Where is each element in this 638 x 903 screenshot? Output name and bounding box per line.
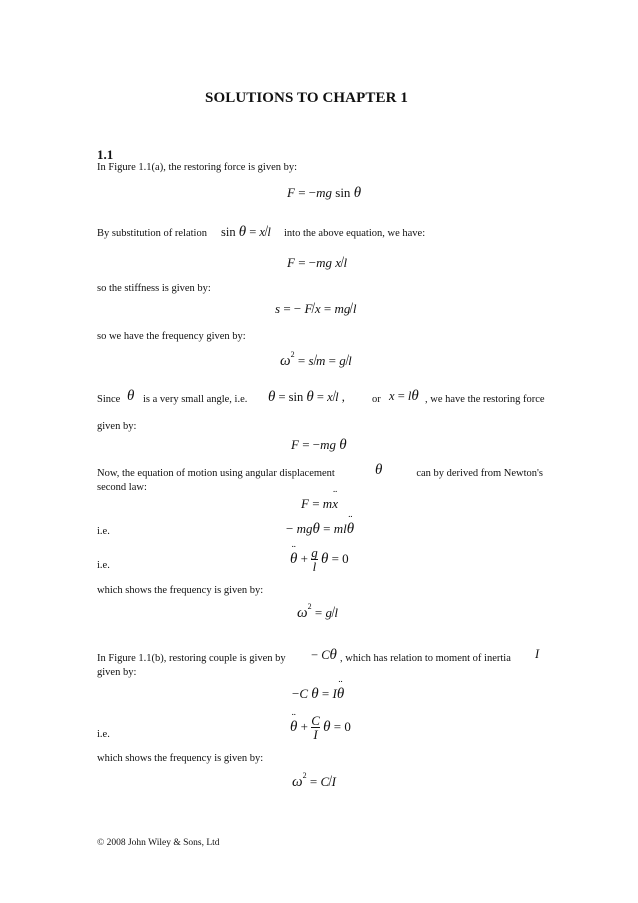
label-ie-2: i.e. bbox=[97, 560, 110, 571]
equation-force-theta: F = −mg θ bbox=[291, 437, 347, 453]
label-ie-1: i.e. bbox=[97, 526, 110, 537]
paragraph-frequency-result-a: which shows the frequency is given by: bbox=[97, 585, 264, 596]
inline-inertia: I bbox=[535, 647, 540, 661]
equation-couple-normalized: ¨ θ + $\frac{C}{I}$ θ = 0 bbox=[290, 715, 351, 741]
equation-restoring-force: F = −mg sin θ bbox=[287, 185, 362, 201]
equation-force-linear: F = −mg x/l bbox=[287, 254, 348, 271]
inline-couple: − Cθ bbox=[311, 647, 337, 663]
paragraph-frequency-result-b: which shows the frequency is given by: bbox=[97, 753, 264, 764]
equation-newton: F = m¨ x bbox=[301, 496, 338, 512]
equation-stiffness: s = − F/x = mg/l bbox=[275, 300, 357, 317]
paragraph-given-by: given by: bbox=[97, 421, 137, 432]
inline-theta-1: θ bbox=[127, 388, 135, 404]
paragraph-frequency: so we have the frequency given by: bbox=[97, 331, 246, 342]
paragraph-restoring-force: In Figure 1.1(a), the restoring force is given by: bbox=[97, 162, 298, 173]
page-title: SOLUTIONS TO CHAPTER 1 bbox=[205, 90, 408, 106]
equation-frequency-2: $\omega^2 = g/l$ bbox=[297, 602, 339, 621]
paragraph-or: or bbox=[372, 394, 381, 405]
paragraph-substitution: By substitution of relation bbox=[97, 228, 207, 239]
paragraph-small-angle-end: , we have the restoring force bbox=[425, 394, 545, 405]
paragraph-stiffness: so the stiffness is given by: bbox=[97, 283, 211, 294]
section-number: 1.1 bbox=[97, 147, 114, 162]
footer-copyright: © 2008 John Wiley & Sons, Ltd bbox=[97, 838, 220, 848]
paragraph-figure-b-end: given by: bbox=[97, 667, 137, 678]
inline-equation-small-angle: θ = sin θ = x/l , bbox=[268, 388, 345, 405]
equation-motion: − mgθ = ml¨ θ bbox=[286, 521, 354, 538]
equation-motion-normalized: ¨ θ + $\frac{g}{l}$ θ = 0 bbox=[290, 547, 349, 573]
paragraph-newton: can by derived from Newton's bbox=[416, 468, 543, 479]
inline-theta-2: θ bbox=[375, 462, 383, 478]
inline-equation-x: x = lθ bbox=[389, 388, 419, 404]
equation-frequency-3: $\omega^2 = C/I$ bbox=[292, 771, 336, 790]
equation-couple: −C θ = I¨ θ bbox=[292, 686, 344, 703]
paragraph-small-angle-since: Since bbox=[97, 394, 121, 405]
paragraph-figure-b: In Figure 1.1(b), restoring couple is given by bbox=[97, 653, 286, 664]
paragraph-equation-of-motion: Now, the equation of motion using angular displacement bbox=[97, 468, 335, 479]
paragraph-substitution-end: into the above equation, we have: bbox=[284, 228, 426, 239]
inline-equation-sin-relation: sin θ = x/l bbox=[221, 223, 271, 240]
paragraph-small-angle: is a very small angle, i.e. bbox=[143, 394, 248, 405]
paragraph-figure-b-mid: , which has relation to moment of inertia bbox=[340, 653, 511, 664]
label-ie-3: i.e. bbox=[97, 729, 110, 740]
equation-frequency-1: $\omega^2 = s/m = g/l$ bbox=[280, 350, 352, 369]
paragraph-second-law: second law: bbox=[97, 482, 147, 493]
